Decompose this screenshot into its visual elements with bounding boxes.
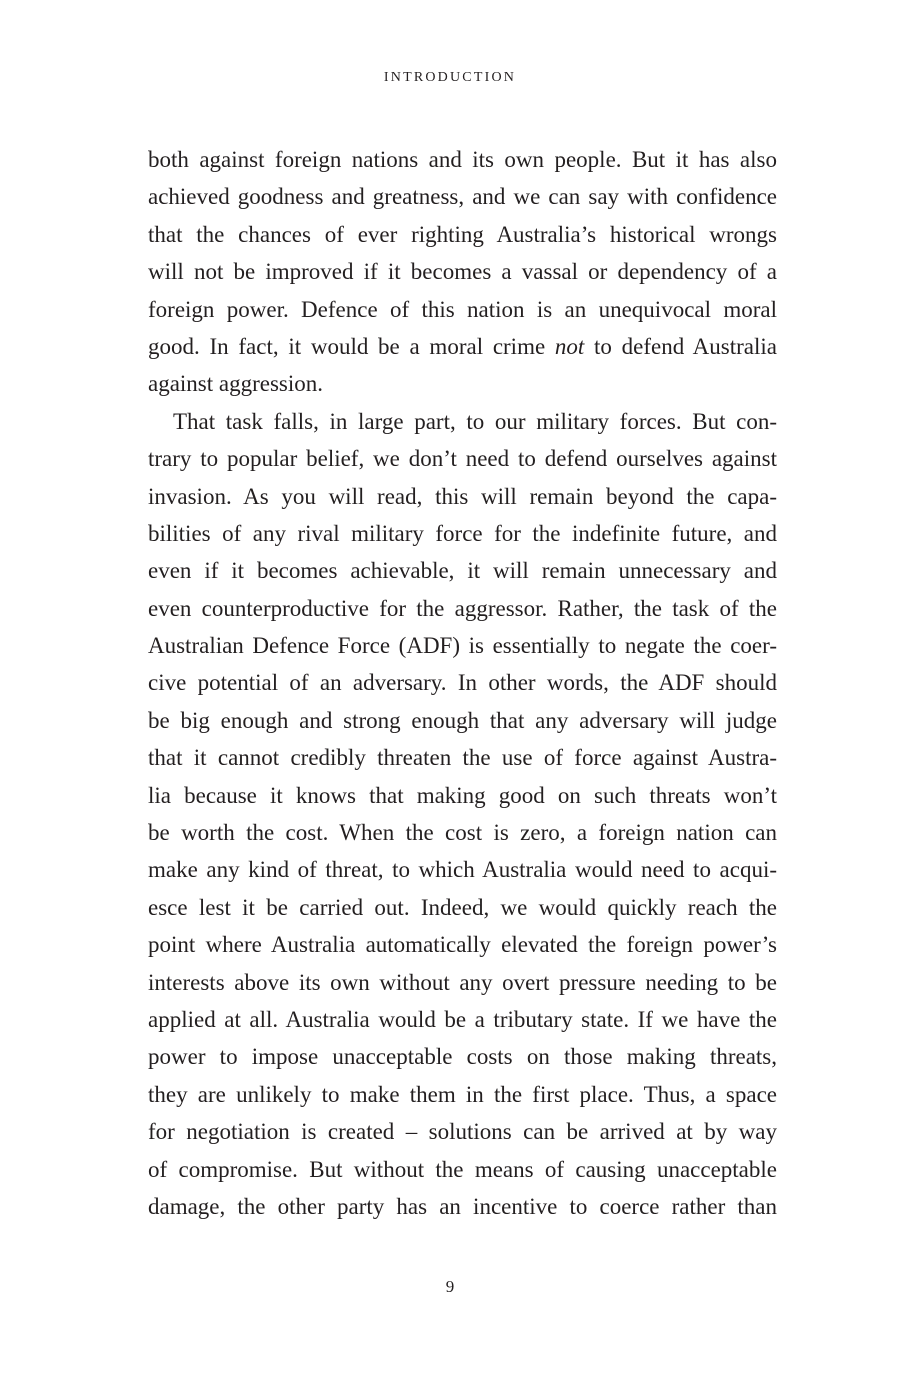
text-line: even if it becomes achievable, it will remain unnecessary and [148, 558, 777, 584]
text-line: be worth the cost. When the cost is zero, a foreign nation can [148, 820, 777, 846]
text-segment: to defend Australia [584, 333, 777, 359]
text-line: will not be improved if it becomes a vassal or dependency of a [148, 259, 777, 285]
text-line: achieved goodness and greatness, and we can say with confidence [148, 184, 777, 210]
text-line: interests above its own without any overt pressure needing to be [148, 969, 777, 995]
text-line: both against foreign nations and its own people. But it has also [148, 147, 777, 172]
text-line: even counterproductive for the aggressor. Rather, the task of the [148, 595, 777, 621]
text-line: invasion. As you will read, this will remain beyond the capa- [148, 483, 777, 509]
text-line: make any kind of threat, to which Australia would need to acqui- [148, 857, 777, 883]
text-line: bilities of any rival military force for the indefinite future, and [148, 520, 777, 546]
text-line: that the chances of ever righting Australia’s historical wrongs [148, 221, 777, 247]
text-line: cive potential of an adversary. In other words, the ADF should [148, 670, 777, 696]
text-line [148, 328, 777, 365]
text-line: Australian Defence Force (ADF) is essentially to negate the coer- [148, 633, 777, 659]
text-line: against aggression. [148, 371, 324, 397]
text-line: foreign power. Defence of this nation is an unequivocal moral [148, 296, 777, 322]
text-line: point where Australia automatically elevated the foreign power’s [148, 932, 777, 958]
page-number: 9 [445, 1277, 455, 1296]
text-line: trary to popular belief, we don’t need to defend ourselves against [148, 446, 777, 472]
body-text [148, 141, 777, 1225]
text-line: applied at all. Australia would be a tributary state. If we have the [148, 1006, 777, 1032]
text-line: lia because it knows that making good on such threats won’t [148, 782, 777, 808]
text-line: power to impose unacceptable costs on those making threats, [148, 1044, 777, 1070]
text-line: damage, the other party has an incentive to coerce rather than [148, 1193, 777, 1219]
text-line: for negotiation is created – solutions can be arrived at by way [148, 1119, 777, 1145]
emphasis-text: not [554, 333, 585, 359]
text-line: of compromise. But without the means of causing unacceptable [148, 1156, 777, 1182]
text-line: esce lest it be carried out. Indeed, we would quickly reach the [148, 894, 777, 920]
text-line: be big enough and strong enough that any adversary will judge [148, 707, 777, 733]
text-line: that it cannot credibly threaten the use of force against Austra- [148, 745, 777, 771]
text-line: they are unlikely to make them in the first place. Thus, a space [148, 1081, 777, 1107]
text-line: That task falls, in large part, to our military forces. But con- [173, 408, 777, 434]
running-head: INTRODUCTION [383, 70, 517, 85]
text-segment: good. In fact, it would be a moral crime [148, 333, 555, 359]
